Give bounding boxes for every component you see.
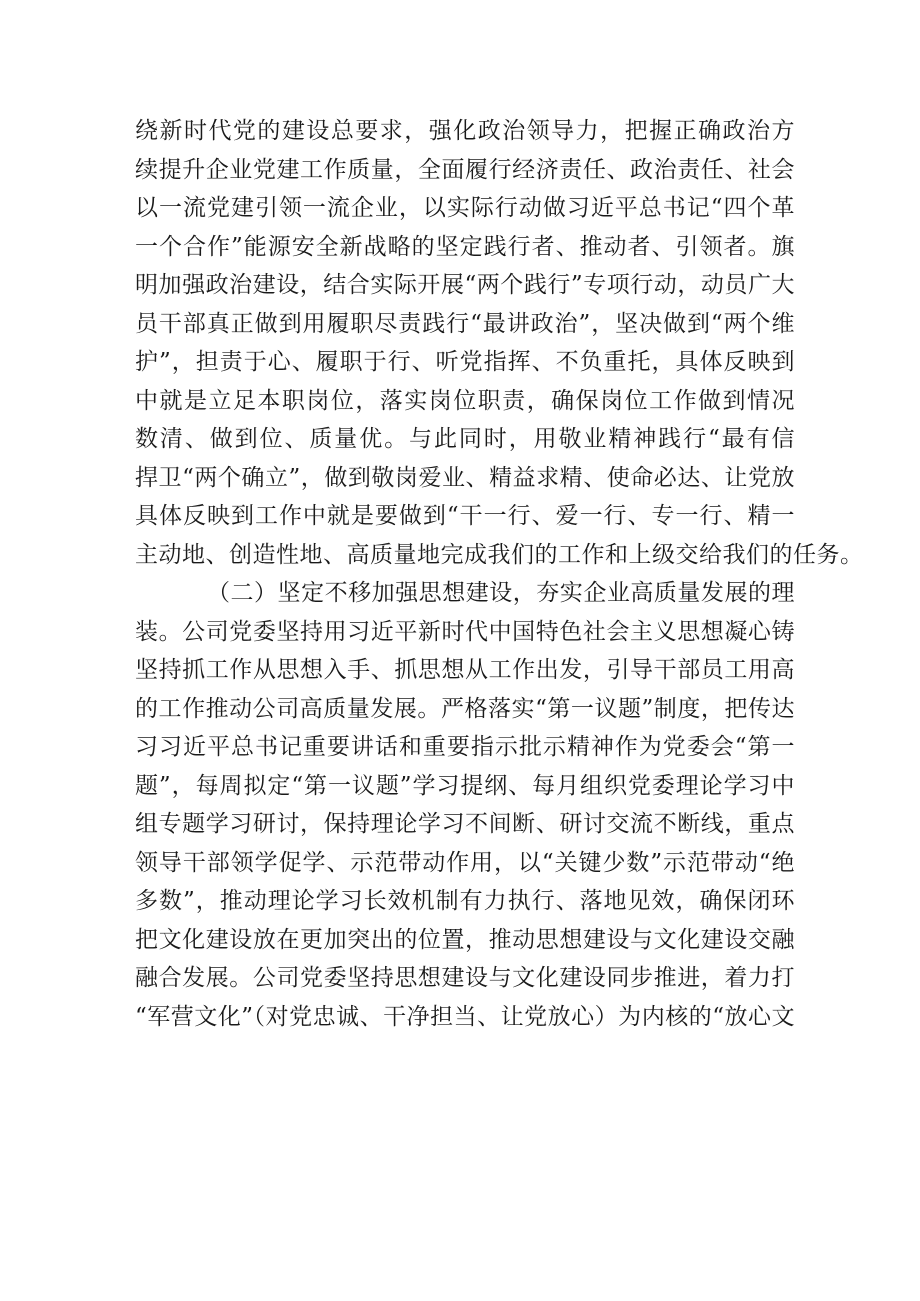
text-line: 续提升企业党建工作质量，全面履行经济责任、政治责任、社会 xyxy=(135,156,795,183)
text-line: 主动地、创造性地、高质量地完成我们的工作和上级交给我们的任务。 xyxy=(135,541,864,568)
section-heading-line: （二）坚定不移加强思想建设，夯实企业高质量发展的理 xyxy=(207,580,795,606)
text-line: 护”，担责于心、履职于行、听党指挥、不负重托，具体反映到 xyxy=(135,349,795,375)
text-line: 明加强政治建设，结合实际开展“两个践行”专项行动，动员广大 xyxy=(135,272,795,298)
text-line: 数清、做到位、质量优。与此同时，用敬业精神践行“最有信 xyxy=(135,426,795,452)
text-line: 中就是立足本职岗位，落实岗位职责，确保岗位工作做到情况 xyxy=(135,387,795,414)
text-line: 捍卫“两个确立”，做到敬岗爱业、精益求精、使命必达、让党放 xyxy=(135,464,795,491)
text-line: 具体反映到工作中就是要做到“干一行、爱一行、专一行、精一 xyxy=(135,503,795,529)
body-text xyxy=(135,112,864,1036)
text-line: 一个合作”能源安全新战略的坚定践行者、推动者、引领者。旗 xyxy=(135,233,795,260)
text-line: 领导干部领学促学、示范带动作用，以“关键少数”示范带动“绝 xyxy=(135,849,795,876)
text-line: 装。公司党委坚持用习近平新时代中国特色社会主义思想凝心铸 xyxy=(135,618,795,645)
text-line: 把文化建设放在更加突出的位置，推动思想建设与文化建设交融 xyxy=(135,926,795,953)
text-line: 组专题学习研讨，保持理论学习不间断、研讨交流不断线，重点 xyxy=(135,811,795,837)
text-line: 绕新时代党的建设总要求，强化政治领导力，把握正确政治方 xyxy=(135,118,795,144)
text-line: “军营文化”（对党忠诚、干净担当、让党放心）为内核的“放心文 xyxy=(135,1003,795,1030)
text-line: 习习近平总书记重要讲话和重要指示批示精神作为党委会“第一 xyxy=(135,734,795,760)
text-line: 的工作推动公司高质量发展。严格落实“第一议题”制度，把传达 xyxy=(135,695,795,722)
text-line: 坚持抓工作从思想入手、抓思想从工作出发，引导干部员工用高 xyxy=(135,657,795,683)
text-line: 多数”，推动理论学习长效机制有力执行、落地见效，确保闭环 xyxy=(135,888,795,914)
text-line: 员干部真正做到用履职尽责践行“最讲政治”，坚决做到“两个维 xyxy=(135,310,795,337)
text-line: 以一流党建引领一流企业，以实际行动做习近平总书记“四个革 xyxy=(135,195,795,221)
text-line: 融合发展。公司党委坚持思想建设与文化建设同步推进，着力打 xyxy=(135,965,795,991)
text-line: 题”，每周拟定“第一议题”学习提纲、每月组织党委理论学习中 xyxy=(135,772,795,799)
